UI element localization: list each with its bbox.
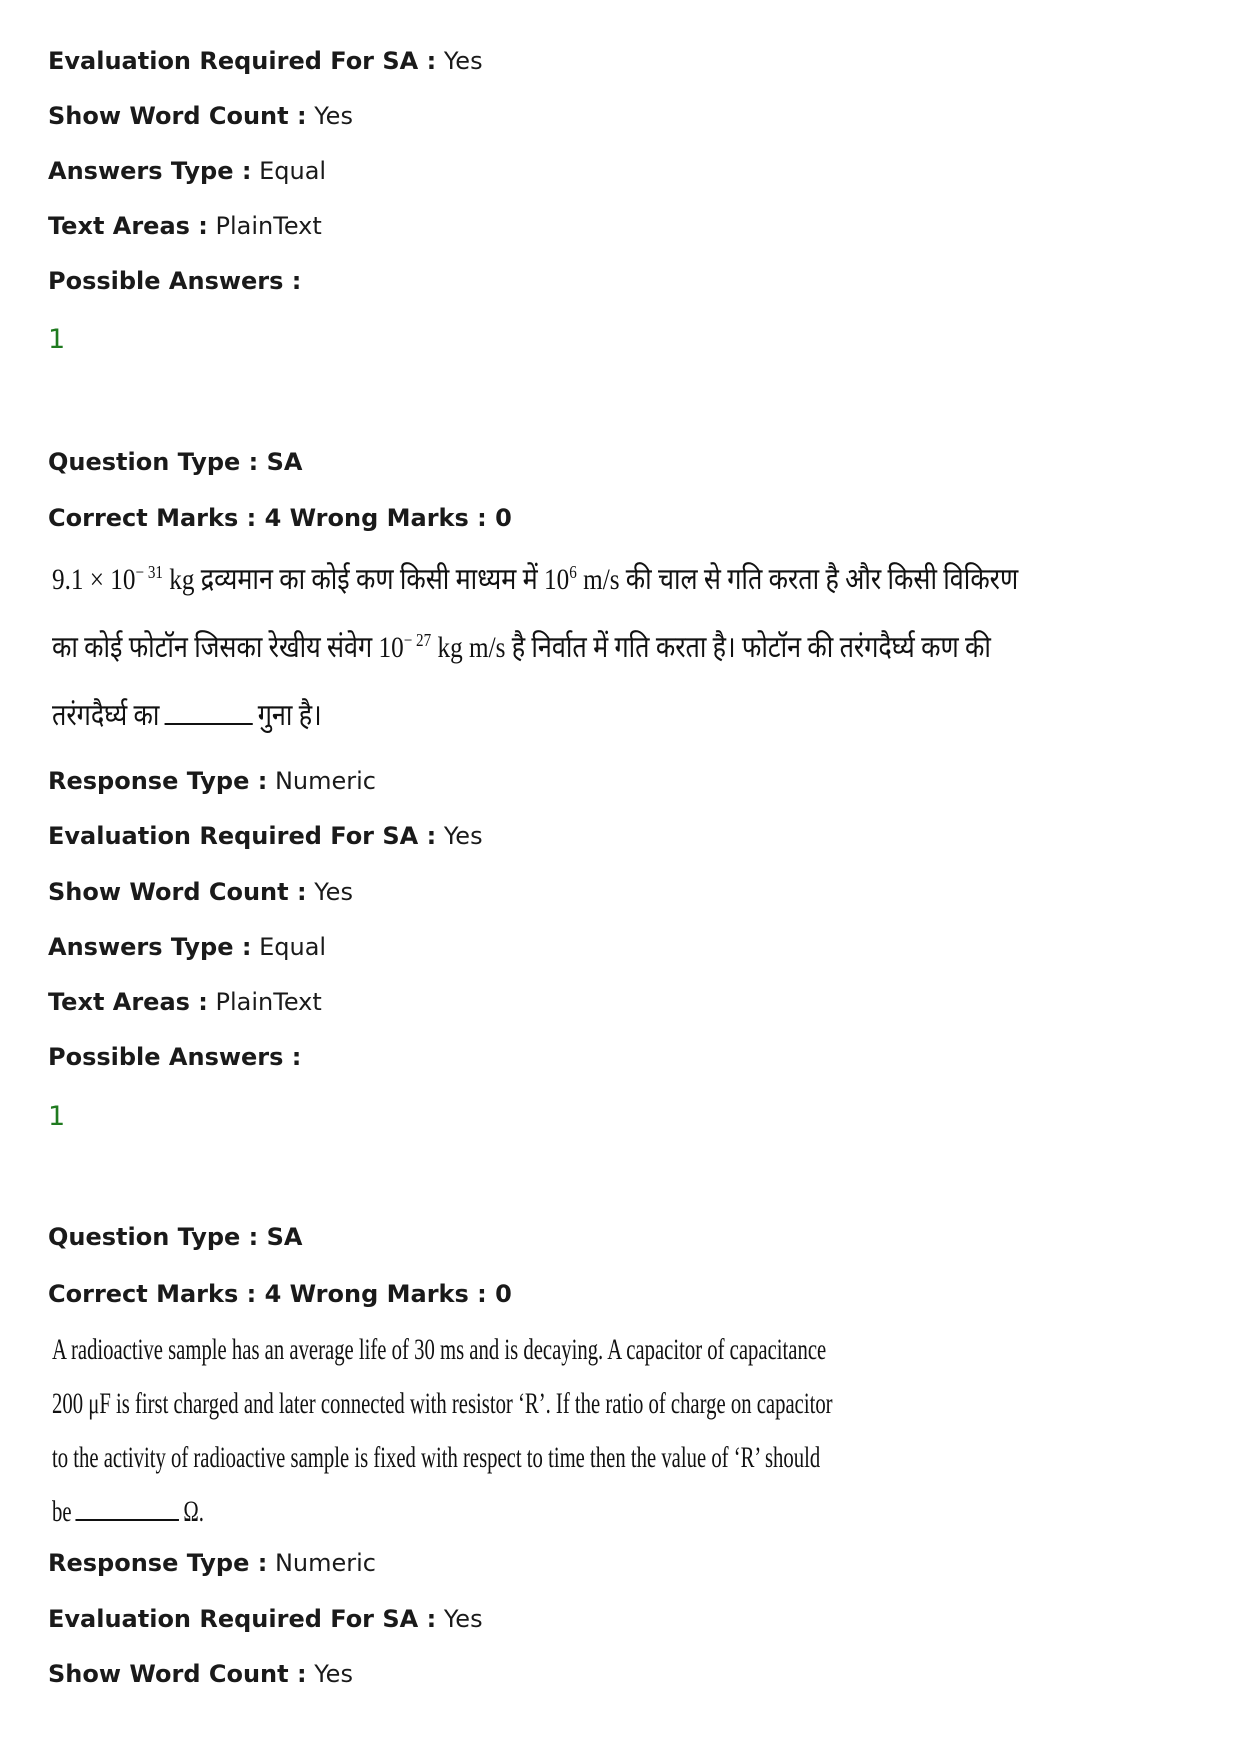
question-text-part: 9.1 × 10 [52, 563, 136, 596]
text-areas-row [48, 211, 322, 241]
exponent: − 31 [135, 562, 163, 582]
marks-text: Correct Marks : 4 Wrong Marks : 0 [48, 1280, 512, 1308]
field-label: Evaluation Required For SA : [48, 822, 437, 850]
marks-row [48, 503, 512, 533]
exponent: − 27 [403, 630, 432, 650]
field-value: Equal [259, 933, 327, 961]
question-text-part: kg m/s है निर्वात में गति करता है। फोटॉन की तरंगदैर्घ्य कण की [431, 631, 991, 664]
field-label: Response Type : [48, 1549, 268, 1577]
field-label: Response Type : [48, 767, 268, 795]
show-word-count-row [48, 877, 353, 907]
possible-answers-row [48, 266, 301, 296]
question-text-part: Ω. [183, 1495, 204, 1528]
field-label: Answers Type : [48, 157, 252, 185]
evaluation-required-row [48, 1604, 483, 1634]
question-text-line [52, 698, 322, 734]
field-label: Evaluation Required For SA : [48, 1605, 437, 1633]
question-text-line: A radioactive sample has an average life of 30 ms and is decaying. A capacitor of capacitance [52, 1333, 827, 1366]
field-value: Yes [314, 1660, 353, 1688]
question-text-part: m/s की चाल से गति करता है और किसी विकिरण [576, 563, 1019, 596]
answers-type-row [48, 932, 326, 962]
field-value: Numeric [274, 767, 376, 795]
exponent: 6 [569, 562, 577, 582]
answers-type-row [48, 156, 326, 186]
question-text-part: kg द्रव्यमान का कोई कण किसी माध्यम में 10 [162, 563, 570, 596]
possible-answers-row [48, 1042, 301, 1072]
question-type-text: Question Type : SA [48, 1223, 303, 1251]
field-value: Yes [314, 878, 353, 906]
marks-row [48, 1279, 512, 1309]
field-label: Evaluation Required For SA : [48, 47, 437, 75]
question-text-line [52, 630, 991, 666]
answer-blank [76, 1495, 179, 1521]
field-value: Yes [443, 1605, 483, 1633]
field-value: Yes [443, 822, 483, 850]
question-type-text: Question Type : SA [48, 448, 303, 476]
field-value: PlainText [215, 212, 322, 240]
field-label: Show Word Count : [48, 1660, 307, 1688]
evaluation-required-row [48, 821, 483, 851]
show-word-count-row [48, 1659, 353, 1689]
question-text-line [52, 562, 1018, 598]
text-areas-row [48, 987, 322, 1017]
question-text-part: का कोई फोटॉन जिसका रेखीय संवेग 10 [52, 631, 404, 664]
field-label: Possible Answers : [48, 1043, 302, 1071]
show-word-count-row [48, 101, 353, 131]
question-type [48, 1222, 302, 1252]
question-text-part: तरंगदैर्घ्य का [52, 699, 160, 732]
question-type [48, 447, 302, 477]
question-text-line: 200 μF is first charged and later connected with resistor ‘R’. If the ratio of charge on capacitor [52, 1387, 833, 1420]
evaluation-required-row [48, 46, 483, 76]
response-type-row [48, 1548, 376, 1578]
question-text-line: to the activity of radioactive sample is fixed with respect to time then the value of ‘R’ should [52, 1441, 821, 1474]
possible-answer-value: 1 [48, 324, 66, 355]
field-label: Text Areas : [48, 988, 208, 1016]
answer-blank [164, 699, 252, 725]
field-value: Yes [443, 47, 483, 75]
field-value: PlainText [215, 988, 322, 1016]
question-text-part: be [52, 1495, 72, 1528]
field-value: Equal [259, 157, 327, 185]
marks-text: Correct Marks : 4 Wrong Marks : 0 [48, 504, 512, 532]
possible-answer-value: 1 [48, 1101, 66, 1132]
response-type-row [48, 766, 376, 796]
field-label: Show Word Count : [48, 102, 307, 130]
field-value: Numeric [274, 1549, 376, 1577]
question-text-line [52, 1494, 204, 1530]
question-text-part: गुना है। [257, 699, 322, 732]
field-label: Text Areas : [48, 212, 208, 240]
field-label: Answers Type : [48, 933, 252, 961]
field-label: Possible Answers : [48, 267, 302, 295]
field-label: Show Word Count : [48, 878, 307, 906]
field-value: Yes [314, 102, 353, 130]
